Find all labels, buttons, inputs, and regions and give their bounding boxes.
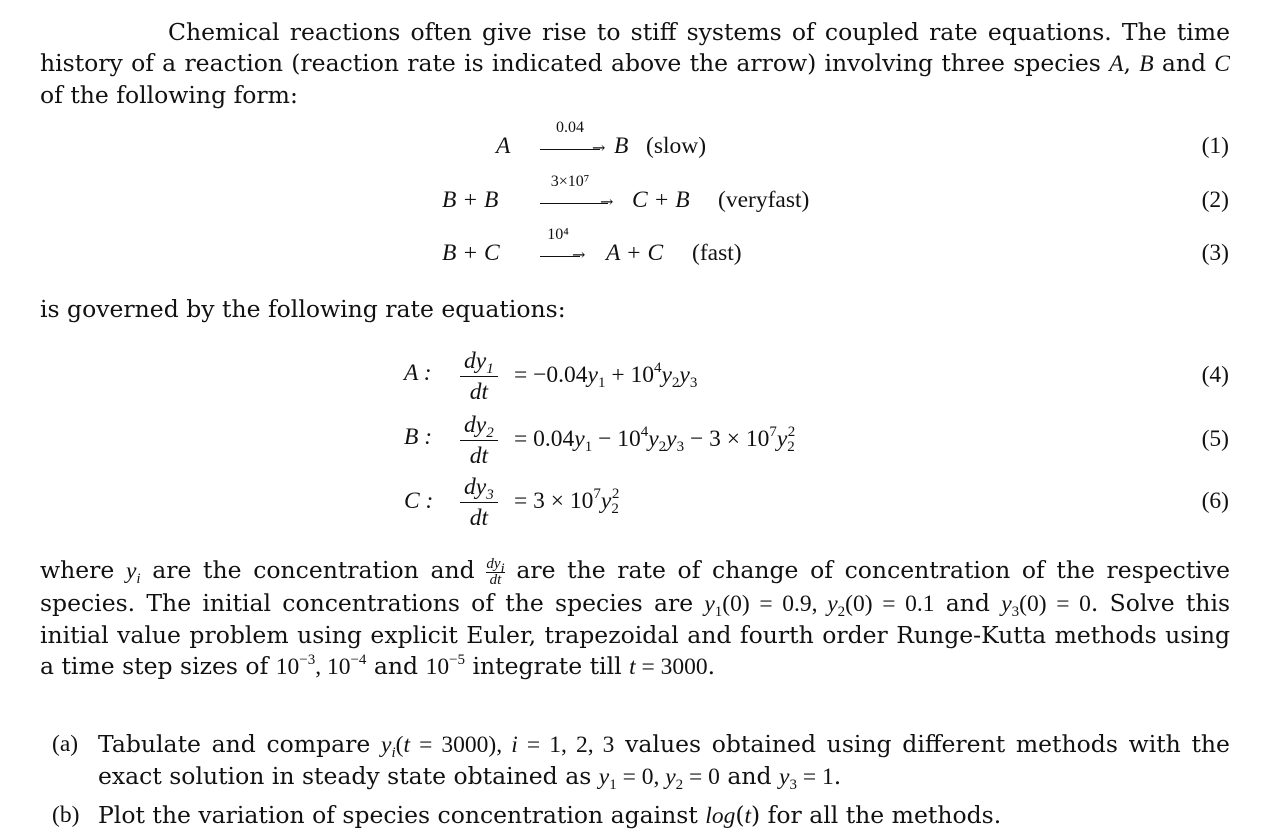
equation-number-6: (6) [1201,488,1229,514]
rate-equation-b [0,410,1262,474]
equation-number-1: (1) [1201,133,1229,159]
reaction-1-rhs: B [614,133,629,159]
rate-equation-c-lhs: $\frac{dy_3}{dt}$ [460,472,498,533]
intro-paragraph [40,17,1230,111]
task-a-tag: (a) [52,731,79,757]
reaction-1-note: (slow) [646,133,707,159]
governed-text: is governed by the following rate equations: [40,295,566,323]
task-b-tag: (b) [52,802,80,828]
reaction-2-rate: 3×10⁷ [550,173,590,190]
rate-equation-c [0,472,1262,536]
task-a [52,729,1230,791]
reaction-2-lhs: B + B [442,187,499,213]
rate-equation-a-rhs: = $-0.04y_1 + 10^4y_2y_3$ [514,360,698,391]
rate-equation-a-lhs: $\frac{dy_1}{dt}$ [460,346,498,407]
task-b [52,800,1230,831]
task-b-text: Plot the variation of species concentration against log(t) for all the methods. [98,801,1002,829]
problem-text: where $y_i$ are the concentration and $dy_i$ dt are the rate of change of concentration of the respective species. The initial concentrations of the species are $y_1(0) = 0.9$, $y_2(0) = 0.1$ and $y_3(0) = 0$. Solve this initial value problem using explicit Euler, trapezoidal and fourth order Runge-Kutta methods using a time step sizes of $10^{-3}$, $10^{-4}$ and $10^{-5}$ integrate till t = 3000. [40,556,1231,680]
equation-number-5: (5) [1201,426,1229,452]
reaction-1-lhs: A [496,133,511,159]
intro-text: Chemical reactions often give rise to stiff systems of coupled rate equations. The time history of a reaction (reaction rate is indicated above the arrow) involving three species A, B and C of the following form: [40,18,1230,109]
problem-paragraph [40,555,1230,683]
reaction-1: A 0.04 → B (slow) (1) [496,119,1229,159]
reaction-3-rhs: A + C [606,240,664,266]
equation-number-2: (2) [1201,187,1229,213]
reaction-1-rate: 0.04 [556,119,584,136]
equation-number-3: (3) [1201,240,1229,266]
rate-equation-a-species: A : [404,360,432,386]
reaction-2-rhs: C + B [632,187,690,213]
reaction-3: B + C 10⁴ → A + C (fast) (3) [442,226,1229,266]
equation-number-4: (4) [1201,362,1229,388]
rate-equation-b-lhs: $\frac{dy_2}{dt}$ [460,410,498,471]
reaction-2: B + B 3×10⁷ → C + B (veryfast) (2) [442,173,1229,213]
reaction-3-rate: 10⁴ [547,226,569,243]
reaction-2-note: (veryfast) [718,187,810,213]
rate-equation-a [0,346,1262,410]
rate-equation-c-rhs: = $3 \times 10^7y_2^2$ [514,486,620,517]
rate-equation-b-rhs: = $0.04y_1 - 10^4y_2y_3 - 3 \times 10^7y_2^2$ [514,424,796,455]
rate-equation-c-species: C : [404,488,434,514]
reaction-3-note: (fast) [692,240,742,266]
rate-equation-b-species: B : [404,424,433,450]
task-a-text: Tabulate and compare $y_i(t = 3000)$, i = 1, 2, 3 values obtained using different methods with the exact solution in steady state obtained as $y_1 = 0$, $y_2 = 0$ and $y_3 = 1$. [98,730,1230,793]
reaction-3-lhs: B + C [442,240,500,266]
